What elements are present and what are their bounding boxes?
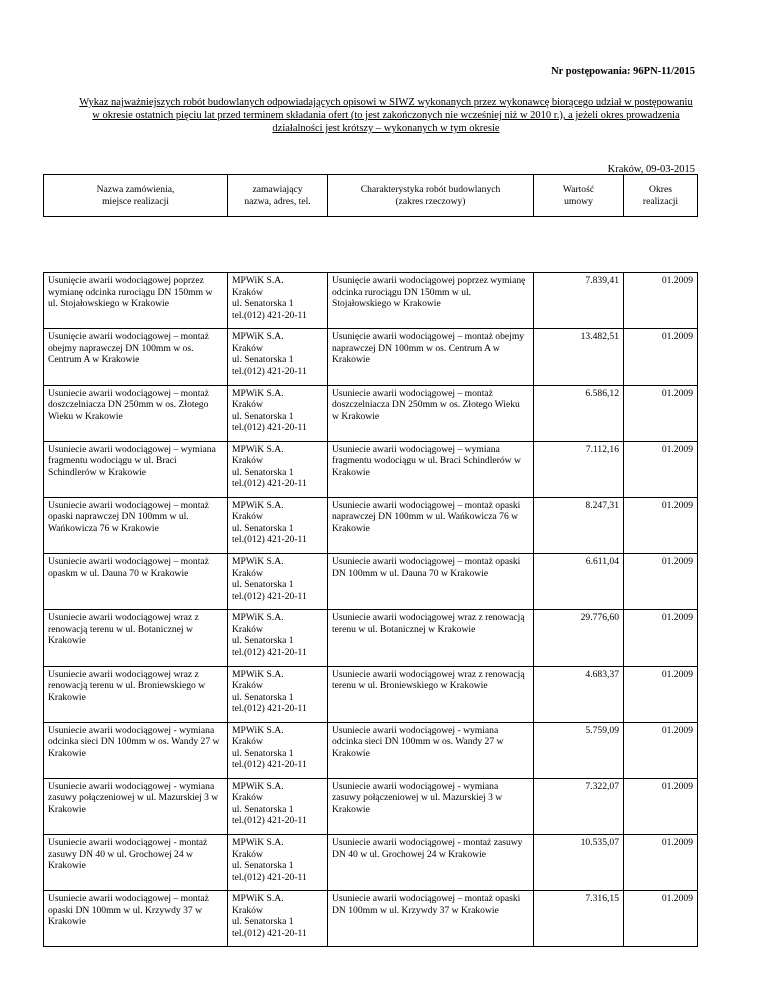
client-street: ul. Senatorska 1 [232, 635, 294, 647]
client-city: Kraków [232, 904, 263, 916]
contract-value-cell: 29.776,60 [534, 610, 624, 666]
work-name-cell: Usuniecie awarii wodociągowej – montaż opaski naprawczej DN 100mm w ul. Wańkowicza 76 w Krakowie [44, 497, 228, 553]
work-name-cell: Usuniecie awarii wodociągowej – montaż opaskm w ul. Dauna 70 w Krakowie [44, 554, 228, 610]
contract-value-cell: 13.482,51 [534, 329, 624, 385]
client-name: MPWiK S.A. [232, 387, 284, 399]
client-phone: tel.(012) 421-20-11 [232, 309, 307, 321]
work-description-cell: Usunięcie awarii wodociągowej poprzez wymianę odcinka rurociągu DN 150mm w ul. Stojałowskiego w Krakowie [328, 273, 534, 329]
client-cell [228, 497, 328, 553]
intro-line: Wykaz najważniejszych robót budowlanych odpowiadających opisowi w SIWZ wykonanych przez wykonawcę biorącego udział w postępowaniu [79, 97, 693, 108]
work-description-cell: Usuniecie awarii wodociągowej – montaż opaski naprawczej DN 100mm w ul. Wańkowicza 76 w Krakowie [328, 497, 534, 553]
client-phone: tel.(012) 421-20-11 [232, 534, 307, 546]
client-name: MPWiK S.A. [232, 837, 284, 849]
table-row [44, 835, 698, 891]
client-street: ul. Senatorska 1 [232, 803, 294, 815]
period-cell: 01.2009 [624, 778, 698, 834]
client-cell [228, 441, 328, 497]
period-cell: 01.2009 [624, 441, 698, 497]
client-city: Kraków [232, 736, 263, 748]
client-cell [228, 666, 328, 722]
contract-value-cell: 7.322,07 [534, 778, 624, 834]
client-cell [228, 385, 328, 441]
table-row [44, 497, 698, 553]
client-phone: tel.(012) 421-20-11 [232, 365, 307, 377]
client-street: ul. Senatorska 1 [232, 466, 294, 478]
works-table [43, 174, 698, 947]
client-city: Kraków [232, 342, 263, 354]
client-city: Kraków [232, 567, 263, 579]
contract-value-cell: 7.316,15 [534, 891, 624, 947]
table-row [44, 329, 698, 385]
contract-value-cell: 8.247,31 [534, 497, 624, 553]
contract-value-cell: 5.759,09 [534, 722, 624, 778]
contract-value-cell: 6.586,12 [534, 385, 624, 441]
period-cell: 01.2009 [624, 385, 698, 441]
work-name-cell: Usunięcie awarii wodociągowej poprzez wymianę odcinka rurociągu DN 150mm w ul. Stojałowskiego w Krakowie [44, 273, 228, 329]
client-street: ul. Senatorska 1 [232, 522, 294, 534]
client-street: ul. Senatorska 1 [232, 747, 294, 759]
client-name: MPWiK S.A. [232, 443, 284, 455]
client-city: Kraków [232, 455, 263, 467]
client-phone: tel.(012) 421-20-11 [232, 815, 307, 827]
client-city: Kraków [232, 511, 263, 523]
document-intro [72, 96, 700, 135]
work-name-cell: Usuniecie awarii wodociągowej - wymiana odcinka sieci DN 100mm w os. Wandy 27 w Krakowie [44, 722, 228, 778]
client-name: MPWiK S.A. [232, 724, 284, 736]
work-description-cell: Usuniecie awarii wodociągowej – montaż opaski DN 100mm w ul. Krzywdy 37 w Krakowie [328, 891, 534, 947]
table-row [44, 778, 698, 834]
client-street: ul. Senatorska 1 [232, 691, 294, 703]
contract-value-cell: 6.611,04 [534, 554, 624, 610]
work-description-cell: Usuniecie awarii wodociągowej – montaż opaski DN 100mm w ul. Dauna 70 w Krakowie [328, 554, 534, 610]
table-row [44, 666, 698, 722]
work-description-cell: Usuniecie awarii wodociągowej – wymiana fragmentu wodociągu w ul. Braci Schindlerów w Krakowie [328, 441, 534, 497]
period-cell: 01.2009 [624, 273, 698, 329]
work-name-cell: Usuniecie awarii wodociągowej wraz z renowacją terenu w ul. Botanicznej w Krakowie [44, 610, 228, 666]
column-header-description: Charakterystyka robót budowlanych (zakres rzeczowy) [328, 175, 534, 217]
client-cell [228, 554, 328, 610]
client-name: MPWiK S.A. [232, 668, 284, 680]
table-row [44, 273, 698, 329]
contract-value-cell: 10.535,07 [534, 835, 624, 891]
work-name-cell: Usuniecie awarii wodociągowej wraz z renowacją terenu w ul. Broniewskiego w Krakowie [44, 666, 228, 722]
table-row [44, 554, 698, 610]
period-cell: 01.2009 [624, 497, 698, 553]
client-cell [228, 891, 328, 947]
work-name-cell: Usuniecie awarii wodociągowej - montaż zasuwy DN 40 w ul. Grochowej 24 w Krakowie [44, 835, 228, 891]
client-name: MPWiK S.A. [232, 331, 284, 343]
table-row [44, 722, 698, 778]
work-name-cell: Usuniecie awarii wodociągowej - wymiana zasuwy połączeniowej w ul. Mazurskiej 3 w Krakowie [44, 778, 228, 834]
contract-value-cell: 7.839,41 [534, 273, 624, 329]
client-phone: tel.(012) 421-20-11 [232, 646, 307, 658]
work-name-cell: Usunięcie awarii wodociągowej – montaż obejmy naprawczej DN 100mm w os. Centrum A w Krakowie [44, 329, 228, 385]
client-name: MPWiK S.A. [232, 556, 284, 568]
client-city: Kraków [232, 848, 263, 860]
work-description-cell: Usuniecie awarii wodociągowej - wymiana odcinka sieci DN 100mm w os. Wandy 27 w Krakowie [328, 722, 534, 778]
work-name-cell: Usuniecie awarii wodociągowej – wymiana fragmentu wodociągu w ul. Braci Schindlerów w Krakowie [44, 441, 228, 497]
client-city: Kraków [232, 399, 263, 411]
client-city: Kraków [232, 623, 263, 635]
work-description-cell: Usuniecie awarii wodociągowej wraz z renowacją terenu w ul. Broniewskiego w Krakowie [328, 666, 534, 722]
work-description-cell: Usunięcie awarii wodociągowej – montaż obejmy naprawczej DN 100mm w os. Centrum A w Krakowie [328, 329, 534, 385]
document-date: Kraków, 09-03-2015 [607, 164, 695, 175]
client-phone: tel.(012) 421-20-11 [232, 590, 307, 602]
client-name: MPWiK S.A. [232, 275, 284, 287]
client-name: MPWiK S.A. [232, 499, 284, 511]
client-phone: tel.(012) 421-20-11 [232, 478, 307, 490]
client-city: Kraków [232, 286, 263, 298]
work-description-cell: Usuniecie awarii wodociągowej – montaż doszczelniacza DN 250mm w os. Złotego Wieku w Krakowie [328, 385, 534, 441]
case-number: Nr postępowania: 96PN-11/2015 [551, 66, 695, 77]
period-cell: 01.2009 [624, 554, 698, 610]
table-row [44, 441, 698, 497]
work-name-cell: Usuniecie awarii wodociągowej – montaż doszczelniacza DN 250mm w os. Złotego Wieku w Krakowie [44, 385, 228, 441]
client-city: Kraków [232, 680, 263, 691]
column-header-name: Nazwa zamówienia, miejsce realizacji [44, 175, 228, 217]
column-header-period: Okres realizacji [624, 175, 698, 217]
client-cell [228, 273, 328, 329]
table-header-row [44, 175, 698, 217]
client-city: Kraków [232, 792, 263, 804]
client-street: ul. Senatorska 1 [232, 579, 294, 591]
client-phone: tel.(012) 421-20-11 [232, 422, 307, 434]
column-header-value: Wartość umowy [534, 175, 624, 217]
client-phone: tel.(012) 421-20-11 [232, 871, 307, 883]
contract-value-cell: 7.112,16 [534, 441, 624, 497]
table-row [44, 891, 698, 947]
client-cell [228, 329, 328, 385]
work-description-cell: Usuniecie awarii wodociągowej - montaż zasuwy DN 40 w ul. Grochowej 24 w Krakowie [328, 835, 534, 891]
client-street: ul. Senatorska 1 [232, 916, 294, 928]
client-name: MPWiK S.A. [232, 893, 284, 905]
client-street: ul. Senatorska 1 [232, 410, 294, 422]
client-name: MPWiK S.A. [232, 612, 284, 624]
client-cell [228, 610, 328, 666]
period-cell: 01.2009 [624, 722, 698, 778]
work-name-cell: Usuniecie awarii wodociągowej – montaż opaski DN 100mm w ul. Krzywdy 37 w Krakowie [44, 891, 228, 947]
period-cell: 01.2009 [624, 610, 698, 666]
period-cell: 01.2009 [624, 329, 698, 385]
column-header-client: zamawiający nazwa, adres, tel. [228, 175, 328, 217]
contract-value-cell: 4.683,37 [534, 666, 624, 722]
client-name: MPWiK S.A. [232, 780, 284, 792]
client-cell [228, 835, 328, 891]
client-phone: tel.(012) 421-20-11 [232, 703, 307, 714]
client-cell [228, 722, 328, 778]
period-cell: 01.2009 [624, 891, 698, 947]
client-street: ul. Senatorska 1 [232, 354, 294, 366]
client-phone: tel.(012) 421-20-11 [232, 759, 307, 771]
work-description-cell: Usuniecie awarii wodociągowej wraz z renowacją terenu w ul. Botanicznej w Krakowie [328, 610, 534, 666]
work-description-cell: Usuniecie awarii wodociągowej - wymiana zasuwy połączeniowej w ul. Mazurskiej 3 w Krakowie [328, 778, 534, 834]
client-cell [228, 778, 328, 834]
intro-line: działalności jest krótszy – wykonanych w tym okresie [272, 123, 500, 134]
period-cell: 01.2009 [624, 835, 698, 891]
client-street: ul. Senatorska 1 [232, 298, 294, 310]
period-cell: 01.2009 [624, 666, 698, 722]
intro-line: w okresie ostatnich pięciu lat przed terminem składania ofert (to jest zakończonych nie wcześniej niż w 2010 r.), a jeżeli okres prowadzenia [92, 110, 680, 121]
client-phone: tel.(012) 421-20-11 [232, 927, 307, 939]
client-street: ul. Senatorska 1 [232, 860, 294, 872]
table-body [44, 217, 698, 947]
table-row [44, 385, 698, 441]
table-row [44, 610, 698, 666]
